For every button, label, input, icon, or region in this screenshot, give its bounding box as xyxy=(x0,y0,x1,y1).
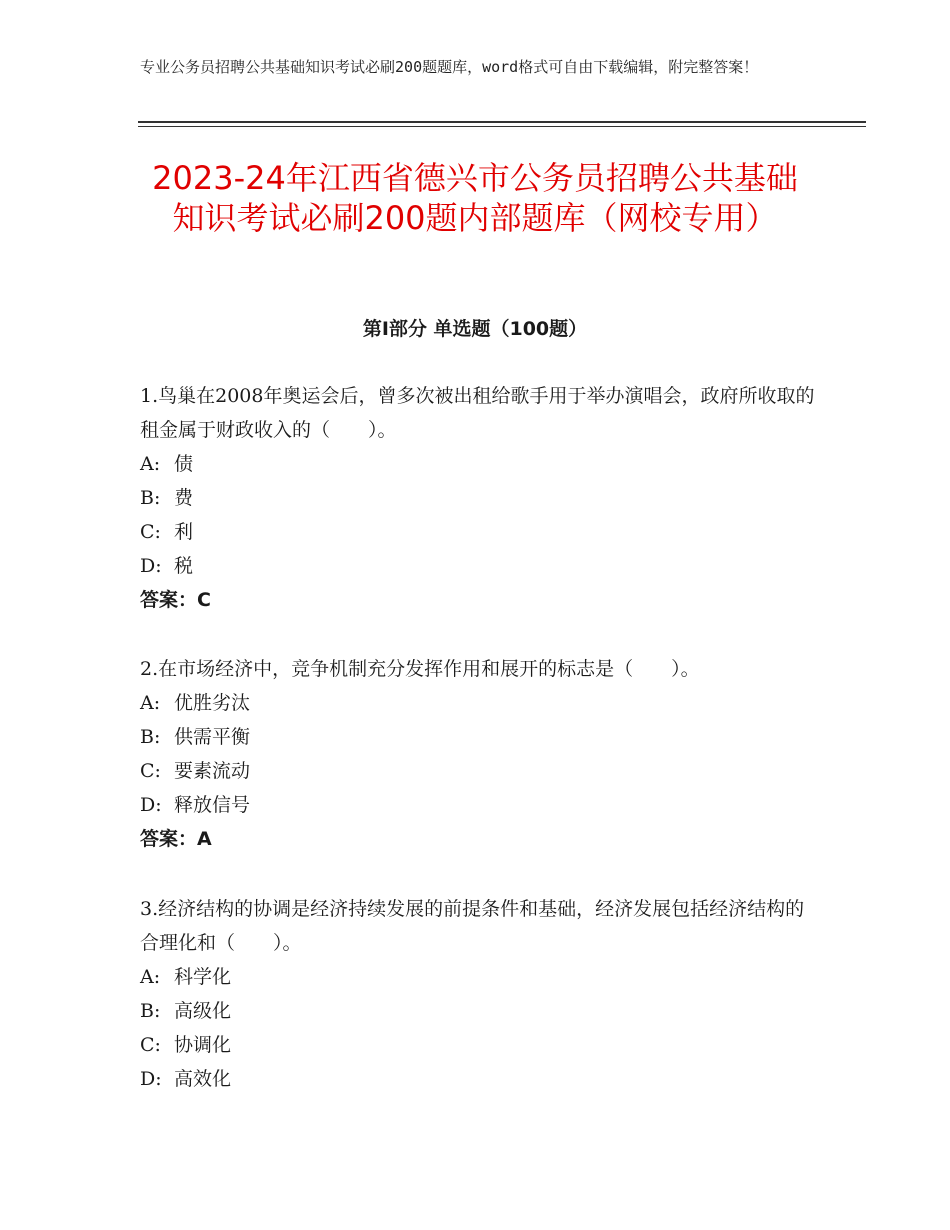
option-c xyxy=(140,1028,820,1062)
question-stem: 1.鸟巢在2008年奥运会后，曾多次被出租给歌手用于举办演唱会，政府所收取的租金属于财政收入的（ ）。 xyxy=(140,385,815,441)
question-stem: 3.经济结构的协调是经济持续发展的前提条件和基础，经济发展包括经济结构的合理化和（ ）。 xyxy=(140,898,805,954)
option-a xyxy=(140,960,820,994)
option-b xyxy=(140,994,820,1028)
option-letter: B: xyxy=(140,487,161,509)
option-text: 高效化 xyxy=(174,1068,232,1090)
option-text: 释放信号 xyxy=(174,794,251,816)
option-letter: A: xyxy=(140,966,161,988)
option-a xyxy=(140,447,820,481)
option-letter: A: xyxy=(140,692,161,714)
header-note: 专业公务员招聘公共基础知识考试必刷200题题库，word格式可自由下载编辑，附完整答案！ xyxy=(140,58,759,76)
option-d xyxy=(140,788,820,822)
option-c xyxy=(140,754,820,788)
option-d xyxy=(140,1062,820,1096)
option-letter: C: xyxy=(140,1034,161,1056)
answer: 答案：C xyxy=(140,589,211,611)
document-title: 2023-24年江西省德兴市公务员招聘公共基础知识考试必刷200题内部题库（网校专用） xyxy=(152,159,798,237)
option-text: 高级化 xyxy=(174,1000,232,1022)
option-text: 债 xyxy=(174,453,194,475)
option-text: 费 xyxy=(174,487,194,509)
question-stem: 2.在市场经济中，竞争机制充分发挥作用和展开的标志是（ ）。 xyxy=(140,658,700,680)
option-a xyxy=(140,686,820,720)
question-2 xyxy=(140,652,820,856)
option-d xyxy=(140,549,820,583)
option-letter: B: xyxy=(140,726,161,748)
option-text: 利 xyxy=(174,521,194,543)
question-1 xyxy=(140,379,820,617)
section-title: 第Ⅰ部分 单选题（100题） xyxy=(362,318,588,340)
option-text: 税 xyxy=(174,555,194,577)
option-b xyxy=(140,720,820,754)
option-text: 要素流动 xyxy=(174,760,251,782)
option-text: 供需平衡 xyxy=(174,726,251,748)
header-divider-thin xyxy=(138,126,866,127)
option-letter: D: xyxy=(140,794,162,816)
option-letter: C: xyxy=(140,760,161,782)
option-b xyxy=(140,481,820,515)
option-letter: D: xyxy=(140,1068,162,1090)
option-text: 科学化 xyxy=(174,966,232,988)
question-3 xyxy=(140,892,820,1096)
option-letter: B: xyxy=(140,1000,161,1022)
header-divider-thick xyxy=(138,121,866,123)
option-letter: A: xyxy=(140,453,161,475)
answer: 答案：A xyxy=(140,828,212,850)
option-text: 优胜劣汰 xyxy=(174,692,251,714)
option-letter: D: xyxy=(140,555,162,577)
option-text: 协调化 xyxy=(174,1034,232,1056)
option-letter: C: xyxy=(140,521,161,543)
option-c xyxy=(140,515,820,549)
